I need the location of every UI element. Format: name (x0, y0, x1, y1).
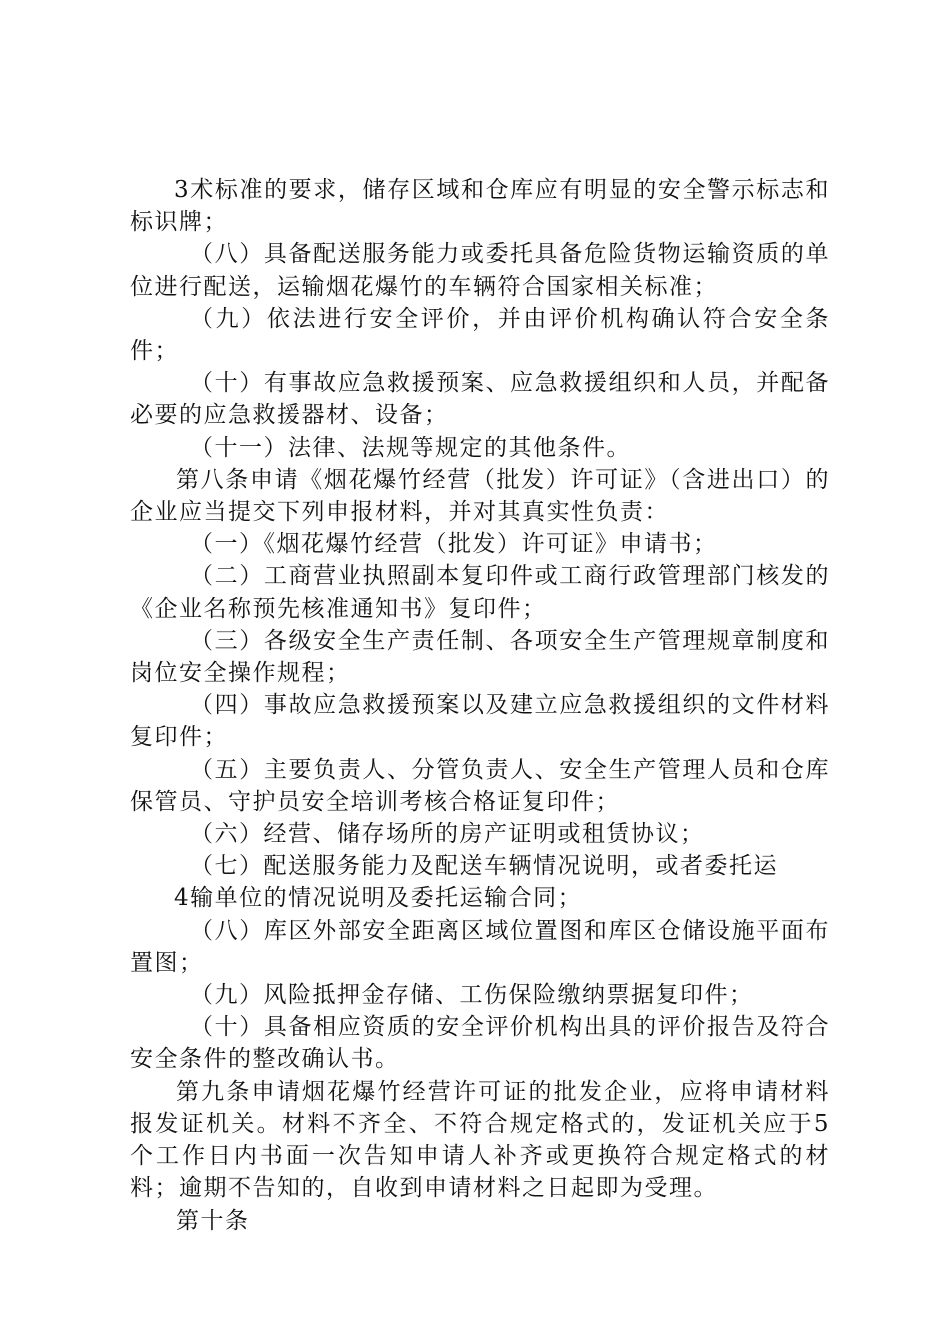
paragraph-material-5: （五）主要负责人、分管负责人、安全生产管理人员和仓库保管员、守护员安全培训考核合格证复印件； (130, 756, 830, 815)
paragraph-article-10: 第十条 (176, 1207, 250, 1234)
paragraph-material-4: （四）事故应急救援预案以及建立应急救援组织的文件材料复印件； (130, 692, 830, 751)
paragraph-material-10: （十）具备相应资质的安全评价机构出具的评价报告及符合安全条件的整改确认书。 (130, 1014, 830, 1073)
paragraph-material-7: （七）配送服务能力及配送车辆情况说明，或者委托运 (190, 853, 778, 880)
paragraph-material-8: （八）库区外部安全距离区域位置图和库区仓储设施平面布置图； (130, 917, 830, 976)
paragraph-article-9: 第九条申请烟花爆竹经营许可证的批发企业，应将申请材料报发证机关。材料不齐全、不符合规定格式的，发证机关应于5个工作日内书面一次告知申请人补齐或更换符合规定格式的材料；逾期不告知的，自收到申请材料之日起即为受理。 (130, 1078, 830, 1202)
paragraph-item-8-delivery: （八）具备配送服务能力或委托具备危险货物运输资质的单位进行配送，运输烟花爆竹的车辆符合国家相关标准； (130, 241, 830, 300)
paragraph-item-11-other-conditions: （十一）法律、法规等规定的其他条件。 (190, 434, 631, 461)
paragraph-item-9-safety-evaluation: （九）依法进行安全评价，并由评价机构确认符合安全条件； (130, 305, 830, 365)
paragraph-article-8: 第八条申请《烟花爆竹经营（批发）许可证》（含进出口）的企业应当提交下列申报材料，并对其真实性负责： (130, 466, 830, 526)
paragraph-material-2: （二）工商营业执照副本复印件或工商行政管理部门核发的《企业名称预先核准通知书》复印件； (130, 563, 830, 622)
document-body (130, 174, 830, 1237)
paragraph-material-6: （六）经营、储存场所的房产证明或租赁协议； (190, 821, 705, 848)
paragraph-transport-contract: 4输单位的情况说明及委托运输合同； (174, 885, 583, 912)
paragraph-material-1: （一）《烟花爆竹经营（批发）许可证》申请书； (190, 531, 718, 558)
paragraph-storage-signage: 3术标准的要求，储存区域和仓库应有明显的安全警示标志和标识牌； (130, 177, 830, 236)
paragraph-item-10-emergency-plan: （十）有事故应急救援预案、应急救援组织和人员，并配备必要的应急救援器材、设备； (130, 370, 830, 429)
paragraph-material-9: （九）风险抵押金存储、工伤保险缴纳票据复印件； (190, 982, 754, 1009)
paragraph-material-3: （三）各级安全生产责任制、各项安全生产管理规章制度和岗位安全操作规程； (130, 627, 830, 687)
